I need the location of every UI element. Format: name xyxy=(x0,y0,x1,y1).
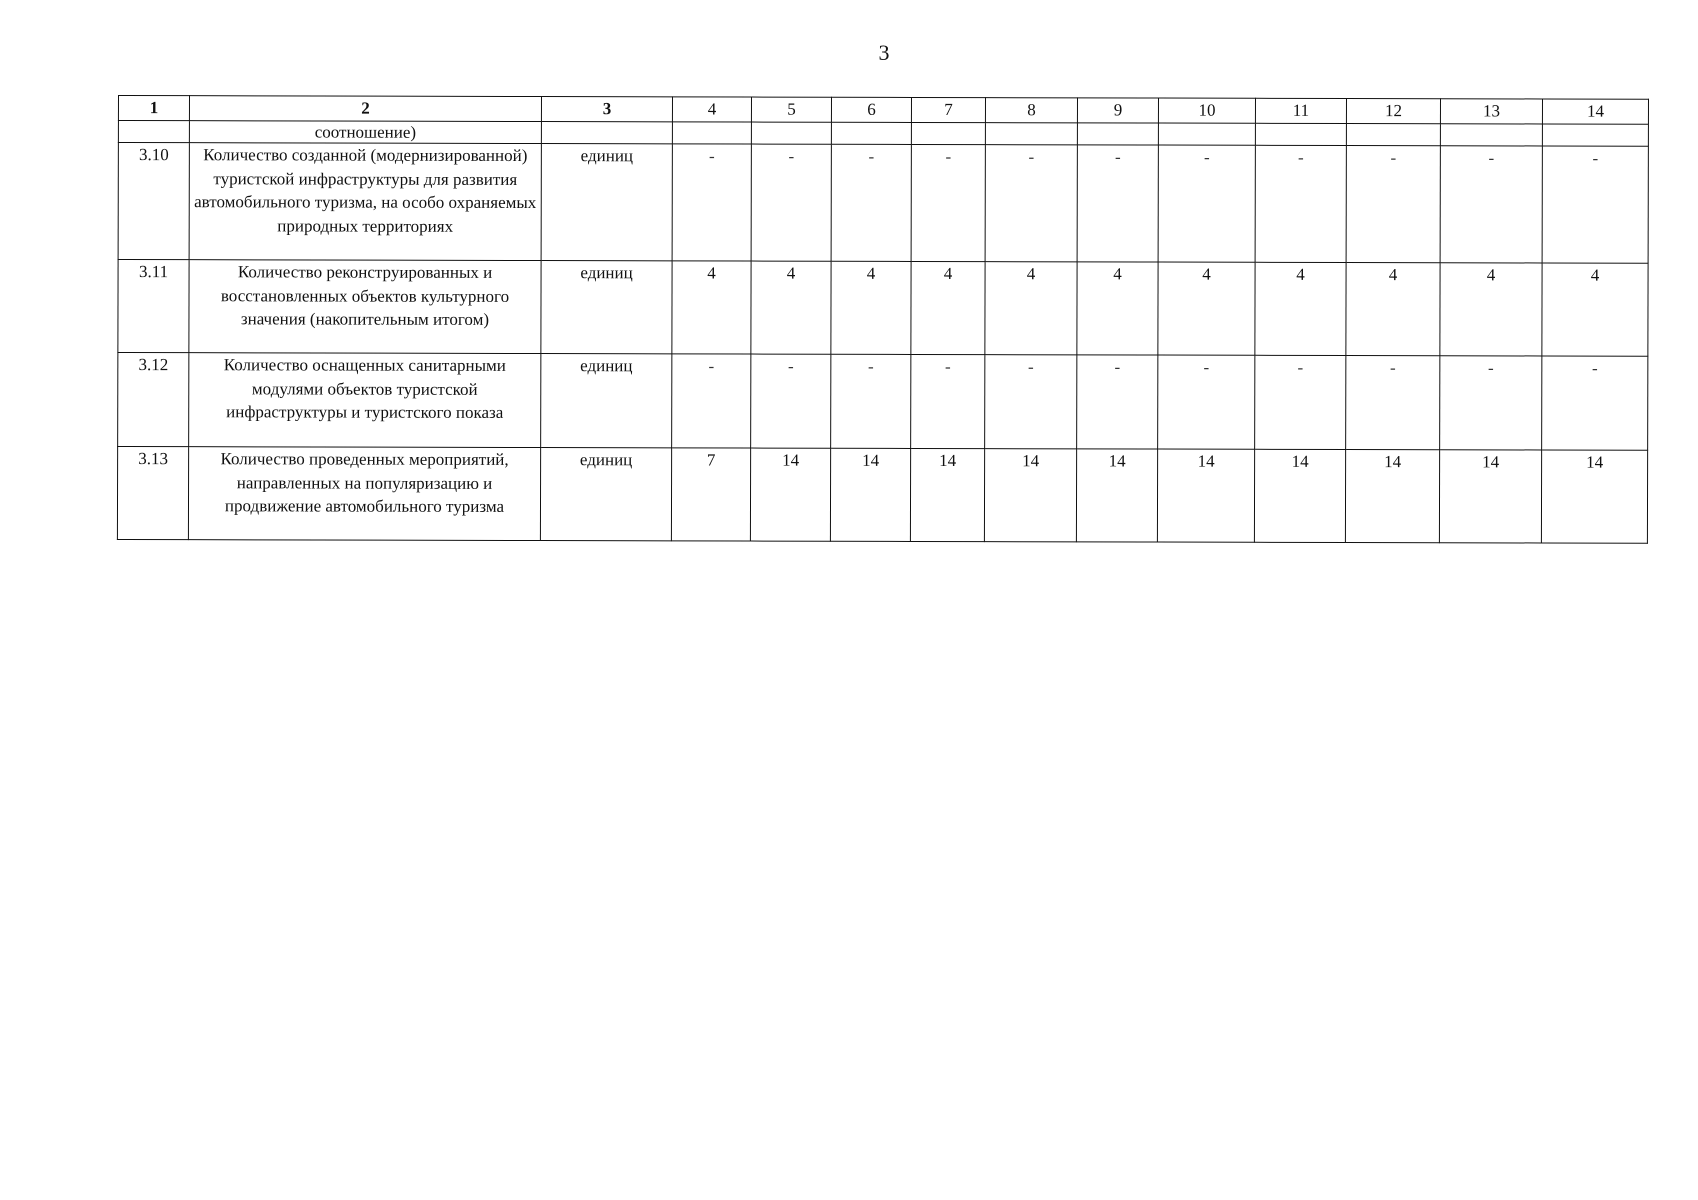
table-row xyxy=(118,260,1648,357)
row-unit: единиц xyxy=(541,354,672,448)
row-value: 7 xyxy=(671,448,750,541)
row-value: 14 xyxy=(750,448,830,541)
table-cell xyxy=(1542,124,1648,146)
row-value: 4 xyxy=(1440,263,1542,356)
row-value: 4 xyxy=(831,261,911,354)
row-value: - xyxy=(1158,355,1255,449)
row-code: 3.12 xyxy=(118,353,189,447)
column-header: 11 xyxy=(1255,98,1346,123)
table-cell xyxy=(1346,124,1440,146)
row-value: 14 xyxy=(910,448,984,541)
row-unit: единиц xyxy=(540,448,671,541)
row-value: 4 xyxy=(985,262,1077,355)
row-value: 4 xyxy=(672,261,751,354)
row-value: - xyxy=(672,354,751,448)
row-value: - xyxy=(985,145,1077,262)
row-value: - xyxy=(831,354,911,448)
row-value: - xyxy=(751,144,831,261)
row-value: - xyxy=(672,144,751,261)
row-value: - xyxy=(1255,145,1346,262)
row-code: 3.13 xyxy=(117,447,188,540)
row-value: - xyxy=(985,355,1077,449)
row-value: - xyxy=(1158,145,1255,262)
row-unit: единиц xyxy=(541,144,672,261)
row-code: 3.11 xyxy=(118,260,189,353)
row-value: 4 xyxy=(1077,262,1158,355)
row-name: Количество созданной (модернизированной) туристской инфраструктуры для развития автомобильного туризма, на особо охраняемых природных территориях xyxy=(189,143,541,261)
row-value: 4 xyxy=(911,261,985,354)
row-value: 4 xyxy=(1346,263,1440,356)
row-value: - xyxy=(1077,355,1158,449)
table-row xyxy=(117,447,1647,544)
column-header: 6 xyxy=(831,97,911,122)
row-value: 4 xyxy=(1542,263,1648,356)
row-name: Количество реконструированных и восстановленных объектов культурного значения (накопительным итогом) xyxy=(189,260,541,354)
row-name: Количество оснащенных санитарными модулями объектов туристской инфраструктуры и туристского показа xyxy=(189,353,541,448)
row-value: - xyxy=(911,354,985,448)
table-cell xyxy=(541,122,672,144)
header-row xyxy=(118,96,1648,125)
column-header: 8 xyxy=(985,98,1077,123)
table-cell xyxy=(911,122,985,144)
row-value: - xyxy=(911,144,985,261)
row-value: - xyxy=(831,144,911,261)
column-header: 3 xyxy=(541,97,672,122)
row-value: - xyxy=(1542,146,1648,263)
page-number: 3 xyxy=(878,40,890,65)
row-value: - xyxy=(1077,145,1158,262)
row-value: - xyxy=(1346,146,1440,263)
column-header: 12 xyxy=(1346,99,1440,124)
table-cell xyxy=(831,122,911,144)
row-value: 14 xyxy=(1541,450,1647,543)
row-value: - xyxy=(1255,355,1346,449)
table-cell xyxy=(118,121,189,143)
row-value: - xyxy=(1346,356,1440,450)
row-value: 4 xyxy=(1158,262,1255,355)
column-header: 10 xyxy=(1158,98,1255,123)
column-header: 4 xyxy=(672,97,751,122)
row-value: 14 xyxy=(1345,450,1439,543)
row-value: 4 xyxy=(751,261,831,354)
row-code: 3.10 xyxy=(118,143,189,260)
table-cell xyxy=(672,122,751,144)
table-row xyxy=(118,143,1648,264)
table-cell xyxy=(1440,124,1542,146)
continuation-text: соотношение) xyxy=(189,121,541,144)
row-value: 14 xyxy=(1076,449,1157,542)
column-header: 13 xyxy=(1440,99,1542,124)
table-cell xyxy=(985,123,1077,145)
table-cell xyxy=(1077,123,1158,145)
continuation-row xyxy=(118,121,1648,147)
table-row xyxy=(118,353,1648,451)
row-value: - xyxy=(1440,356,1542,450)
table-cell xyxy=(1255,123,1346,145)
row-value: - xyxy=(1542,356,1648,450)
table-cell xyxy=(1158,123,1255,145)
row-value: 14 xyxy=(984,449,1076,542)
row-value: - xyxy=(751,354,831,448)
indicators-table xyxy=(117,95,1649,544)
row-value: 14 xyxy=(1157,449,1254,542)
row-value: 14 xyxy=(1254,449,1345,542)
column-header: 5 xyxy=(751,97,831,122)
table-cell xyxy=(751,122,831,144)
row-name: Количество проведенных мероприятий, направленных на популяризацию и продвижение автомобильного туризма xyxy=(188,447,540,541)
column-header: 1 xyxy=(118,96,189,121)
row-value: 14 xyxy=(830,448,910,541)
column-header: 2 xyxy=(189,96,541,122)
row-value: - xyxy=(1440,146,1542,263)
row-unit: единиц xyxy=(541,261,672,354)
row-value: 4 xyxy=(1255,262,1346,355)
column-header: 9 xyxy=(1077,98,1158,123)
column-header: 7 xyxy=(911,97,985,122)
row-value: 14 xyxy=(1439,450,1541,543)
column-header: 14 xyxy=(1542,99,1648,124)
